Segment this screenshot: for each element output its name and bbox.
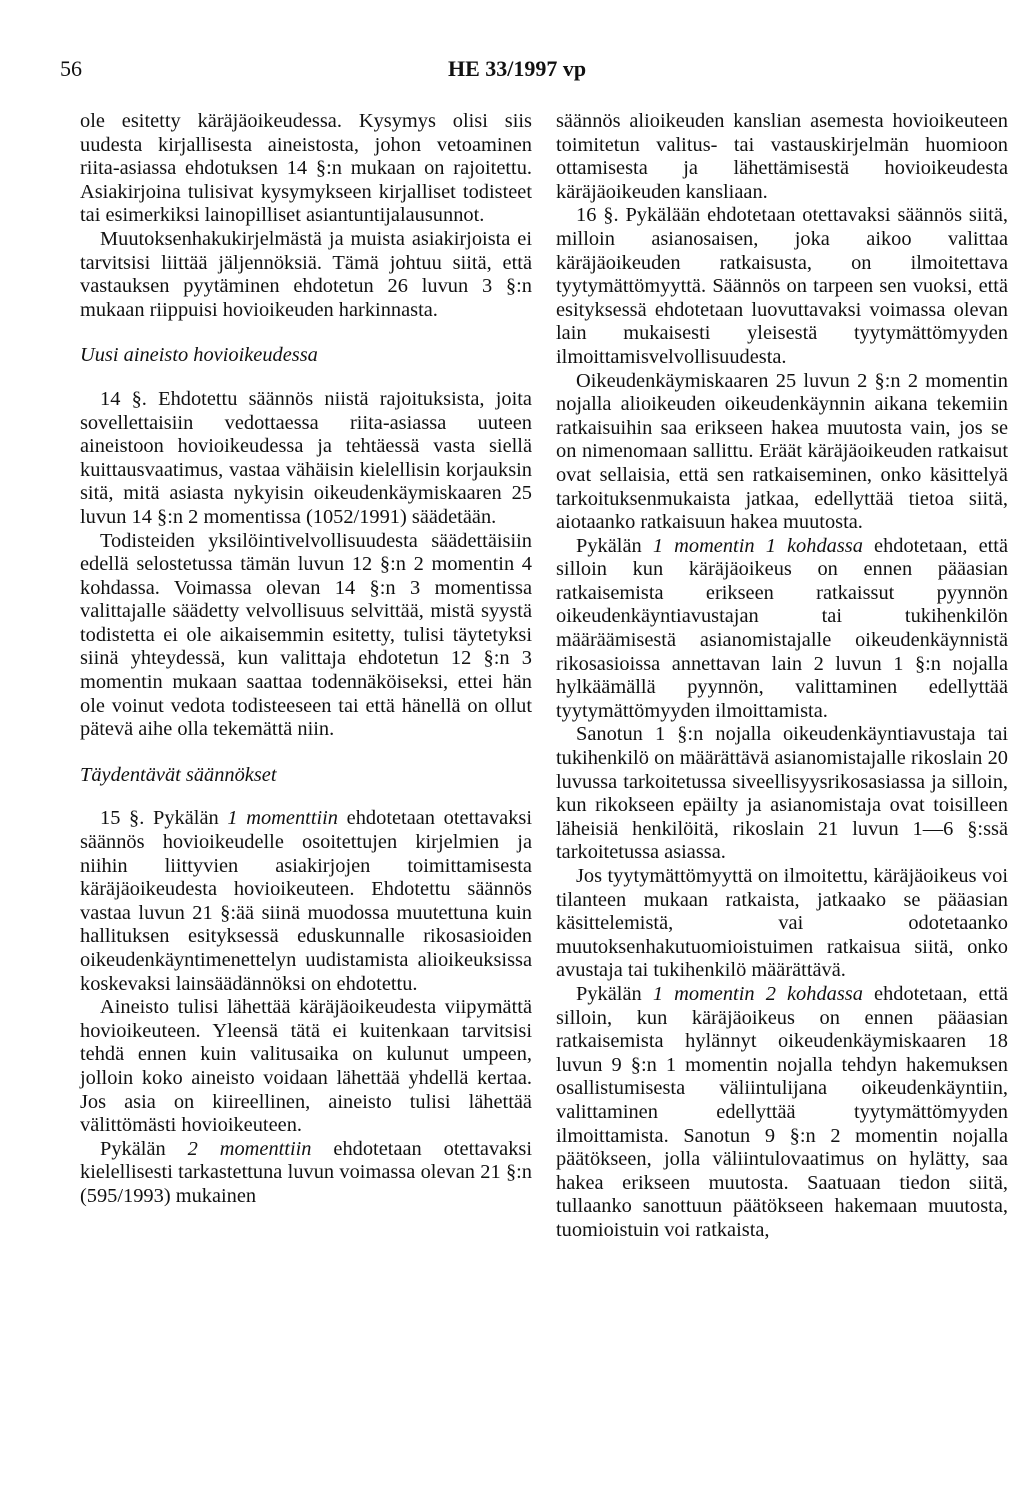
italic-term: 2 momenttiin <box>187 1137 312 1160</box>
text-run: ehdotetaan otettavaksi kielellisesti tarkastettuna luvun voimassa olevan 21 §:n (595/1993) mukainen <box>80 1137 532 1207</box>
italic-term: 1 momenttiin <box>227 807 339 830</box>
left-column <box>80 110 532 1209</box>
paragraph: Jos tyytymättömyyttä on ilmoitettu, käräjäoikeus voi tilanteen mukaan ratkaista, jatkaako se pääasian käsittelemistä, vai odotetaanko muutoksenhakutuomioistuimen ratkaisua siitä, onko avustaja tai tukihenkilö määrättävä. <box>556 865 1008 982</box>
document-id: HE 33/1997 vp <box>448 56 587 81</box>
paragraph: Aineisto tulisi lähettää käräjäoikeudesta viipymättä hovioikeuteen. Yleensä tätä ei kuitenkaan tarvitsisi tehdä ennen kuin valitusaika on kulunut umpeen, jolloin koko aineisto voidaan lähettää yhdellä kertaa. Jos asia on kiireellinen, aineisto tulisi lähettää välittömästi hovioikeuteen. <box>80 996 532 1137</box>
paragraph <box>80 1138 532 1209</box>
paragraph: 16 §. Pykälään ehdotetaan otettavaksi säännös siitä, milloin asianosaisen, joka aikoo valittaa käräjäoikeuden ratkaisusta, on ilmoitettava tyytymättömyyttä. Säännös on tarpeen sen vuoksi, että esityksessä ehdotetaan luovuttavaksi voimassa olevan lain mukaisesti yleisestä tyytymättömyyden ilmoittamisvelvollisuudesta. <box>556 204 1008 368</box>
paragraph: Todisteiden yksilöintivelvollisuudesta säädettäisiin edellä selostetussa tämän luvun 12 §:n 2 momentin 4 kohdassa. Voimassa olevan 14 §:n 3 momentissa valittajalle säädetty velvollisuus selvittää, mistä syystä todistetta ei ole aikaisemmin esitetty, tulisi täytetyksi siinä yhteydessä, kun valittaja ehdotetun 12 §:n 3 momentin mukaan saattaa todennäköiseksi, ettei hän ole voinut vedota todisteeseen tai että hänellä on ollut pätevä aihe olla tekemättä niin. <box>80 529 532 741</box>
right-column <box>556 110 1008 1243</box>
paragraph: 14 §. Ehdotettu säännös niistä rajoituksista, joita sovellettaisiin vedottaessa riita-asiassa uuteen aineistoon hovioikeudessa ja tehtäessä vasta siellä kuittausvaatimus, vastaa vähäisin kielellisin korjauksin sitä, mitä asiasta nykyisin oikeudenkäymiskaaren 25 luvun 14 §:n 2 momentissa (1052/1991) säädetään. <box>80 387 532 528</box>
paragraph: Sanotun 1 §:n nojalla oikeudenkäyntiavustaja tai tukihenkilö on määrättävä asianomistajalle rikoslain 20 luvussa tarkoitetussa siveellisyysrikosasiassa ja silloin, kun rikokseen epäilty ja asianomistaja ovat toisilleen läheisiä henkilöitä, rikoslain 21 luvun 1—6 §:ssä tarkoitetussa asiassa. <box>556 723 1008 864</box>
paragraph: Oikeudenkäymiskaaren 25 luvun 2 §:n 2 momentin nojalla alioikeuden oikeudenkäynnin aikana tekemiin ratkaisuihin saa erikseen hakea muutosta vain, jos se on nimenomaan sallittu. Eräät käräjäoikeuden ratkaisut ovat sellaisia, että sen ratkaiseminen, onko käsittelyä tarkoituksenmukaista jatkaa, edellyttää tietoa siitä, aiotaanko ratkaisuun hakea muutosta. <box>556 369 1008 534</box>
text-run: Pykälän <box>576 534 653 557</box>
italic-term: 1 momentin 1 kohdassa <box>652 534 863 557</box>
paragraph: ole esitetty käräjäoikeudessa. Kysymys olisi siis uudesta kirjallisesta aineistosta, johon vetoaminen riita-asiassa ehdotuksen 14 §:n mukaan on rajoitettu. Asiakirjoina tulisivat kysymykseen kirjalliset todisteet tai esimerkiksi lainopilliset asiantuntijalausunnot. <box>80 110 532 227</box>
paragraph <box>556 535 1008 724</box>
text-run: ehdotetaan, että silloin, kun käräjäoikeus on ennen pääasian ratkaisemista hylännyt oikeudenkäymiskaaren 18 luvun 9 §:n 1 momentin nojalla tehdyn hakemuksen osallistumisesta väliintulijana oikeudenkäyntiin, valittaminen edellyttää tyytymättömyyden ilmoittamista. Sanotun 9 §:n 2 momentin nojalla päätökseen, jolla väliintulovaatimus on hylätty, saa hakea erikseen muutosta. Saatuaan tiedon siitä, tullaanko sanottuun päätökseen hakemaan muutosta, tuomioistuin voi ratkaista, <box>556 982 1008 1241</box>
paragraph <box>80 807 532 996</box>
section-heading: Uusi aineisto hovioikeudessa <box>80 344 318 367</box>
text-run: 15 §. Pykälän <box>100 807 228 830</box>
text-run: ehdotetaan otettavaksi säännös hovioikeudelle osoitettujen kirjelmien ja niihin liittyvien asiakirjojen toimittamisesta käräjäoikeudesta hovioikeuteen. Ehdotettu säännös vastaa luvun 21 §:ää siinä muodossa muutettuna kuin hallituksen esityksessä eduskunnalle rikosasioiden oikeudenkäyntimenettelyn uudistamista alioikeuksissa koskevaksi lainsäädännöksi on ehdotettu. <box>80 807 533 995</box>
text-run: ehdotetaan, että silloin kun käräjäoikeus on ennen pääasian ratkaisemista erikseen ratkaissut pyynnön oikeudenkäyntiavustajan tai tukihenkilön määräämisestä asianomistajalle oikeudenkäynnistä rikosasioissa annettavan lain 2 luvun 1 §:n nojalla hylkäämällä pyynnön, valittaminen edellyttää tyytymättömyyden ilmoittamista. <box>556 534 1008 722</box>
text-run: Pykälän <box>100 1137 188 1160</box>
page-number: 56 <box>60 56 82 81</box>
paragraph: Muutoksenhakukirjelmästä ja muista asiakirjoista ei tarvitsisi liittää jäljennöksiä. Tämä johtuu siitä, että vastauksen pyytäminen ehdotetun 26 luvun 3 §:n mukaan riippuisi hovioikeuden harkinnasta. <box>80 227 532 321</box>
italic-term: 1 momentin 2 kohdassa <box>652 982 863 1005</box>
text-run: Pykälän <box>576 982 653 1005</box>
paragraph: säännös alioikeuden kanslian asemesta hovioikeuteen toimitetun valitus- tai vastauskirjelmän huomioon ottamisesta ja lähettämisestä hovioikeudesta käräjäoikeuden kansliaan. <box>556 110 1008 203</box>
paragraph <box>556 983 1008 1243</box>
section-heading: Täydentävät säännökset <box>80 763 277 786</box>
